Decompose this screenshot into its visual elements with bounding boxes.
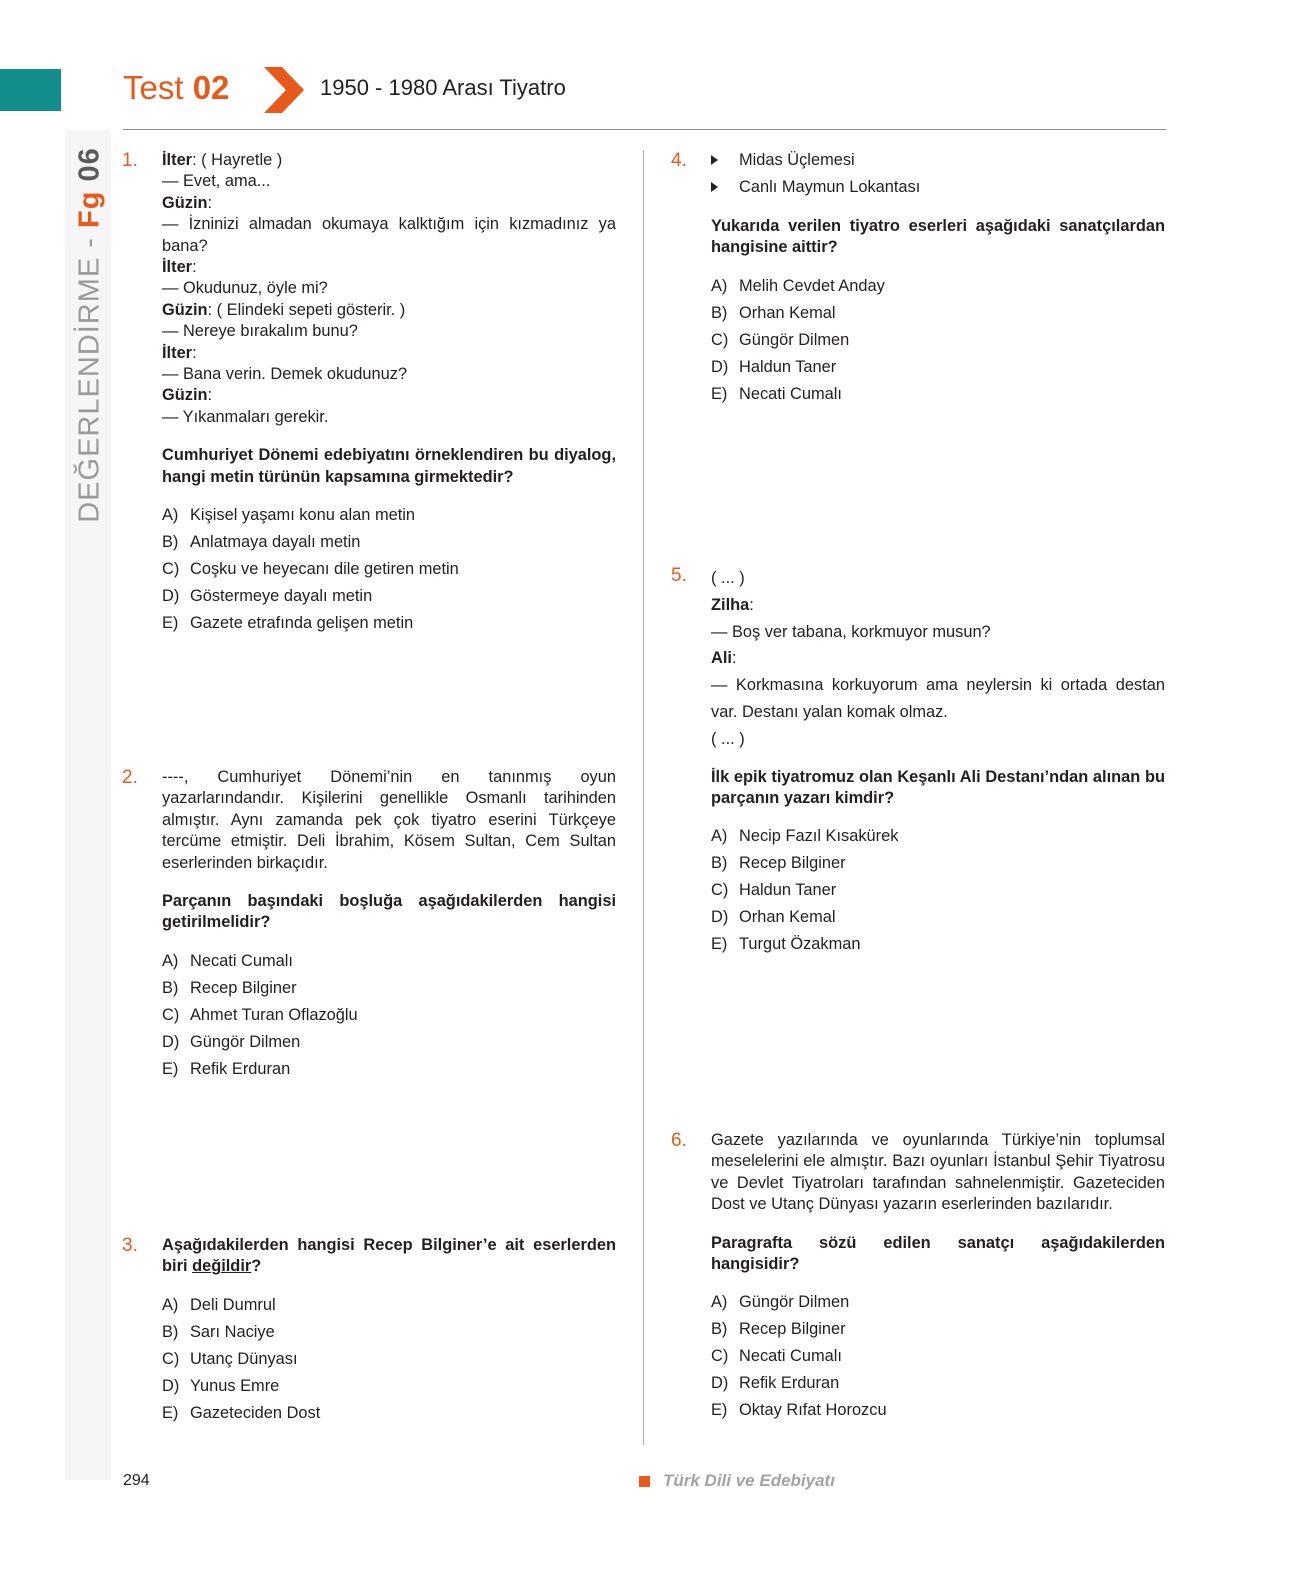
options — [162, 505, 616, 640]
option-a[interactable]: A) Deli Dumrul — [162, 1295, 276, 1314]
test-heading — [123, 69, 229, 107]
dialog-text: : — [207, 386, 213, 405]
dialog-text: : — [192, 343, 197, 362]
square-bullet-icon — [639, 1476, 650, 1487]
test-word: Test — [123, 69, 184, 106]
dialog-text: : — [749, 595, 754, 614]
question-number: 3. — [122, 1235, 138, 1256]
question-number: 6. — [671, 1130, 687, 1151]
side-section-label — [74, 147, 107, 523]
dialog-line — [162, 343, 616, 364]
question-2 — [122, 767, 616, 1086]
option-c[interactable]: C) Haldun Taner — [711, 881, 837, 900]
work-list — [711, 150, 1165, 204]
page-number: 294 — [123, 1472, 150, 1489]
speaker-name: Güzin — [162, 193, 208, 212]
option-c[interactable]: C) Necati Cumalı — [711, 1347, 842, 1366]
option-b[interactable]: B) Recep Bilginer — [711, 854, 846, 873]
option-c[interactable]: C) Coşku ve heyecanı dile getiren metin — [162, 560, 459, 579]
options — [711, 276, 1165, 411]
option-d[interactable]: D) Refik Erduran — [711, 1374, 840, 1393]
triangle-bullet-icon — [711, 182, 718, 192]
option-b[interactable]: B) Sarı Naciye — [162, 1322, 275, 1341]
negation-underlined: değildir — [192, 1257, 252, 1276]
option-a[interactable]: A) Necip Fazıl Kısakürek — [711, 827, 899, 846]
column-divider — [643, 150, 644, 1445]
dialog-line — [162, 300, 616, 321]
side-number: 06 — [73, 147, 106, 191]
teal-edge-tab — [0, 69, 61, 111]
dialog-text: — Bana verin. Demek okudunuz? — [162, 365, 408, 384]
options — [162, 951, 616, 1086]
dialog-line — [162, 364, 616, 385]
list-item: Midas Üçlemesi — [711, 150, 1165, 177]
dialog — [162, 150, 616, 428]
question-number: 4. — [671, 150, 687, 171]
dialog-line — [162, 150, 616, 171]
passage: Gazete yazılarında ve oyunlarında Türkiye’nin toplumsal meselelerini ele almıştır. Bazı oyunları İstanbul Şehir Tiyatrosu ve Devlet Tiyatroları tarafından sahnelenmiştir. Gazeteciden Dost ve Utanç Dünyası yazarın eserlerinden bazılarıdır. — [711, 1131, 1165, 1214]
option-e[interactable]: E) Gazete etrafında gelişen metin — [162, 614, 414, 633]
dialog-text: — Korkmasına korkuyorum ama neylersin ki ortada destan var. Destanı yalan komak olmaz. — [711, 676, 1165, 721]
dialog-text: — İzninizi almadan okumaya kalktığım için kızmadınız ya bana? — [162, 215, 616, 255]
dialog-line — [162, 407, 616, 428]
page-title: 1950 - 1980 Arası Tiyatro — [320, 75, 566, 100]
speaker-name: Güzin — [162, 300, 208, 319]
speaker-name: İlter — [162, 151, 193, 169]
dialog-line — [162, 171, 616, 192]
option-c[interactable]: C) Ahmet Turan Oflazoğlu — [162, 1005, 358, 1024]
side-label-text: DEĞERLENDİRME - — [73, 228, 106, 523]
dialog-text: ( ... ) — [711, 729, 745, 748]
option-d[interactable]: D) Orhan Kemal — [711, 908, 836, 927]
option-b[interactable]: B) Orhan Kemal — [711, 303, 836, 322]
dialog-line — [162, 321, 616, 342]
dialog-line — [711, 645, 1165, 672]
header-divider — [123, 129, 1166, 130]
speaker-name: İlter — [162, 343, 193, 362]
option-c[interactable]: C) Utanç Dünyası — [162, 1349, 298, 1368]
book-title: Türk Dili ve Edebiyatı — [663, 1471, 835, 1490]
question-stem: Parçanın başındaki boşluğa aşağıdakilerden hangisi getirilmelidir? — [162, 892, 616, 932]
option-e[interactable]: E) Refik Erduran — [162, 1059, 291, 1078]
option-b[interactable]: B) Recep Bilginer — [711, 1320, 846, 1339]
option-b[interactable]: B) Recep Bilginer — [162, 978, 297, 997]
option-d[interactable]: D) Göstermeye dayalı metin — [162, 587, 373, 606]
speaker-name: Güzin — [162, 386, 208, 405]
question-4 — [671, 150, 1165, 411]
question-stem: Yukarıda verilen tiyatro eserleri aşağıdaki sanatçılardan hangisine aittir? — [711, 217, 1165, 257]
dialog-line — [711, 565, 1165, 592]
question-stem: Aşağıdakilerden hangisi Recep Bilginer’e ait eserlerden biri değildir? — [162, 1236, 616, 1276]
dialog-text: — Evet, ama... — [162, 172, 271, 191]
fg-logo: Fg — [73, 190, 106, 228]
passage: ----, Cumhuriyet Dönemi’nin en tanınmış oyun yazarlarındandır. Kişilerini genellikle Osmanlı tarihinden almıştır. Aynı zamanda pek çok tiyatro eserini Türkçeye tercüme etmiştir. Deli İbrahim, Kösem Sultan, Cem Sultan eserlerinden birkaçıdır. — [162, 768, 616, 872]
option-e[interactable]: E) Turgut Özakman — [711, 935, 861, 954]
option-a[interactable]: A) Kişisel yaşamı konu alan metin — [162, 506, 416, 525]
option-e[interactable]: E) Necati Cumalı — [711, 384, 842, 403]
options — [711, 826, 1165, 961]
dialog-line — [162, 193, 616, 214]
question-3 — [122, 1235, 616, 1430]
option-d[interactable]: D) Yunus Emre — [162, 1376, 280, 1395]
dialog-line — [162, 385, 616, 406]
dialog-text: : — [207, 193, 213, 212]
dialog-text: — Yıkanmaları gerekir. — [162, 407, 329, 426]
triangle-bullet-icon — [711, 155, 718, 165]
dialog-text: : ( Hayretle ) — [192, 151, 283, 169]
dialog-text: — Boş ver tabana, korkmuyor musun? — [711, 622, 991, 641]
option-d[interactable]: D) Haldun Taner — [711, 357, 837, 376]
question-number: 5. — [671, 565, 687, 586]
question-stem: Paragrafta sözü edilen sanatçı aşağıdakilerden hangisidir? — [711, 1233, 1165, 1274]
option-a[interactable]: A) Melih Cevdet Anday — [711, 276, 885, 295]
question-stem: İlk epik tiyatromuz olan Keşanlı Ali Destanı’ndan alınan bu parçanın yazarı kimdir? — [711, 767, 1165, 807]
question-number: 2. — [122, 767, 138, 788]
option-a[interactable]: A) Necati Cumalı — [162, 951, 293, 970]
option-a[interactable]: A) Güngör Dilmen — [711, 1293, 850, 1312]
question-number: 1. — [122, 150, 138, 171]
speaker-name: Zilha — [711, 595, 750, 614]
question-stem: Cumhuriyet Dönemi edebiyatını örneklendiren bu diyalog, hangi metin türünün kapsamına girmektedir? — [162, 446, 616, 486]
test-number: 02 — [192, 69, 230, 106]
speaker-name: İlter — [162, 258, 193, 277]
dialog-line — [711, 672, 1165, 726]
dialog-line — [162, 278, 616, 299]
list-item: Canlı Maymun Lokantası — [711, 177, 1165, 204]
dialog-text: — Okudunuz, öyle mi? — [162, 279, 328, 298]
dialog-line — [162, 214, 616, 257]
dialog-text: : — [731, 649, 737, 668]
dialog-text: : — [192, 258, 197, 277]
dialog-line — [162, 257, 616, 278]
dialog-text: ( ... ) — [711, 569, 745, 587]
options — [711, 1292, 1165, 1427]
speaker-name: Ali — [711, 649, 732, 668]
option-e[interactable]: E) Gazeteciden Dost — [162, 1403, 321, 1422]
option-e[interactable]: E) Oktay Rıfat Horozcu — [711, 1401, 887, 1420]
question-5 — [671, 565, 1165, 961]
option-b[interactable]: B) Anlatmaya dayalı metin — [162, 533, 361, 552]
question-1 — [122, 150, 616, 640]
option-d[interactable]: D) Güngör Dilmen — [162, 1032, 301, 1051]
dialog-text: : ( Elindeki sepeti gösterir. ) — [207, 300, 406, 319]
dialog-line — [711, 592, 1165, 619]
dialog-text: — Nereye bırakalım bunu? — [162, 322, 358, 341]
dialog-line — [711, 726, 1165, 753]
option-c[interactable]: C) Güngör Dilmen — [711, 330, 850, 349]
question-6 — [671, 1130, 1165, 1427]
dialog-line — [711, 619, 1165, 646]
chevron-right-icon — [262, 67, 306, 113]
dialog — [711, 565, 1165, 753]
options — [162, 1295, 616, 1430]
